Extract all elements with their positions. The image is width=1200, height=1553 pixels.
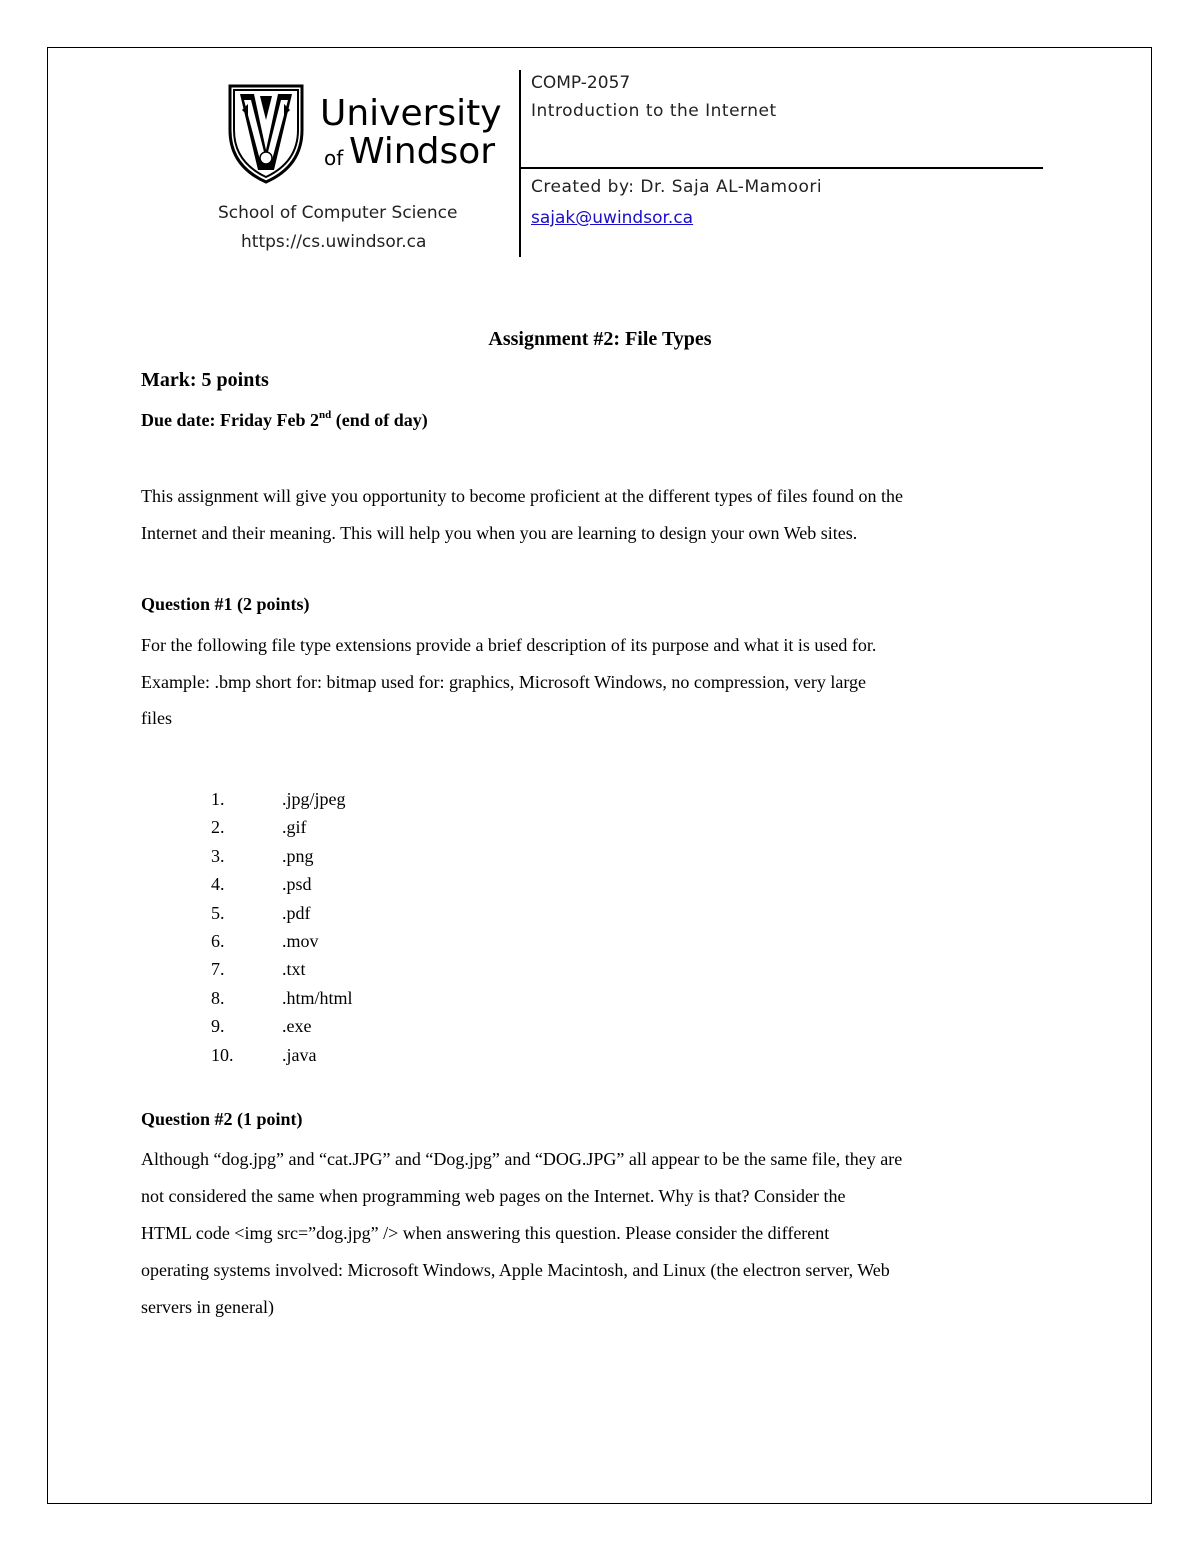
course-code: COMP-2057: [531, 73, 631, 93]
list-item: [211, 813, 353, 841]
logo-windsor-text: Windsor: [349, 131, 496, 172]
list-item: [211, 1041, 353, 1069]
due-date-superscript: nd: [318, 409, 332, 421]
question-2-heading: Question #2 (1 point): [141, 1109, 303, 1129]
header-vertical-divider: [519, 70, 521, 257]
question-1-heading: Question #1 (2 points): [141, 594, 310, 614]
list-item-number: 6.: [211, 930, 225, 951]
list-item-number: 10.: [211, 1044, 234, 1065]
header-horizontal-divider: [519, 167, 1043, 169]
question-1-line: files: [141, 708, 172, 728]
question-1-body: [141, 627, 1041, 737]
author-email-link[interactable]: sajak@uwindsor.ca: [531, 208, 694, 228]
list-item-extension: .mov: [282, 930, 319, 951]
list-item: [211, 955, 353, 983]
due-date-text: Due date: Friday Feb 2: [141, 410, 319, 430]
list-item-extension: .jpg/jpeg: [282, 789, 346, 809]
list-item-number: 8.: [211, 987, 225, 1008]
list-item-number: 2.: [211, 817, 225, 838]
school-url: https://cs.uwindsor.ca: [241, 232, 427, 252]
assignment-mark: Mark: 5 points: [141, 369, 269, 391]
list-item-extension: .htm/html: [282, 987, 353, 1008]
question-2-line: HTML code <img src=”dog.jpg” /> when answering this question. Please consider the different: [141, 1223, 830, 1243]
question-2-line: servers in general): [141, 1297, 274, 1317]
logo-university-text: University: [320, 93, 502, 134]
file-extension-list: [211, 785, 353, 1069]
due-date: [141, 410, 428, 431]
question-2-body: [141, 1141, 1081, 1326]
list-item: [211, 842, 353, 870]
list-item-number: 7.: [211, 959, 225, 980]
intro-line: This assignment will give you opportunity to become proficient at the different types of files found on the: [141, 486, 904, 506]
author-line: Created by: Dr. Saja AL-Mamoori: [531, 177, 823, 197]
list-item-number: 4.: [211, 874, 225, 895]
question-2-line: not considered the same when programming web pages on the Internet. Why is that? Consider the: [141, 1186, 846, 1206]
course-name: Introduction to the Internet: [531, 101, 777, 121]
question-1-line: Example: .bmp short for: bitmap used for: graphics, Microsoft Windows, no compression, very large: [141, 671, 866, 692]
list-item: [211, 1012, 353, 1040]
list-item: [211, 785, 353, 813]
list-item-extension: .java: [282, 1044, 317, 1065]
list-item-extension: .pdf: [282, 902, 311, 923]
list-item-number: 9.: [211, 1016, 225, 1037]
question-2-line: operating systems involved: Microsoft Windows, Apple Macintosh, and Linux (the electron server, Web: [141, 1260, 890, 1280]
list-item-extension: .gif: [282, 817, 307, 838]
list-item: [211, 899, 353, 927]
list-item-extension: .psd: [282, 874, 312, 895]
list-item-number: 3.: [211, 845, 225, 866]
university-logo: [224, 80, 504, 185]
school-name: School of Computer Science: [218, 203, 458, 223]
list-item: [211, 870, 353, 898]
shield-crest-icon: [224, 80, 308, 184]
list-item: [211, 984, 353, 1012]
list-item: [211, 927, 353, 955]
list-item-extension: .exe: [282, 1016, 312, 1037]
logo-of-text: of: [324, 146, 344, 170]
intro-paragraph: [141, 478, 1081, 552]
list-item-number: 1.: [211, 789, 225, 809]
list-item-extension: .txt: [282, 959, 306, 980]
list-item-extension: .png: [282, 845, 314, 866]
list-item-number: 5.: [211, 902, 225, 923]
question-2-line: Although “dog.jpg” and “cat.JPG” and “Dog.jpg” and “DOG.JPG” all appear to be the same file, they are: [141, 1149, 903, 1169]
due-date-suffix: (end of day): [331, 410, 428, 430]
question-1-line: For the following file type extensions provide a brief description of its purpose and what it is used for.: [141, 635, 877, 655]
assignment-title: Assignment #2: File Types: [488, 328, 712, 350]
intro-line: Internet and their meaning. This will help you when you are learning to design your own Web sites.: [141, 523, 858, 543]
